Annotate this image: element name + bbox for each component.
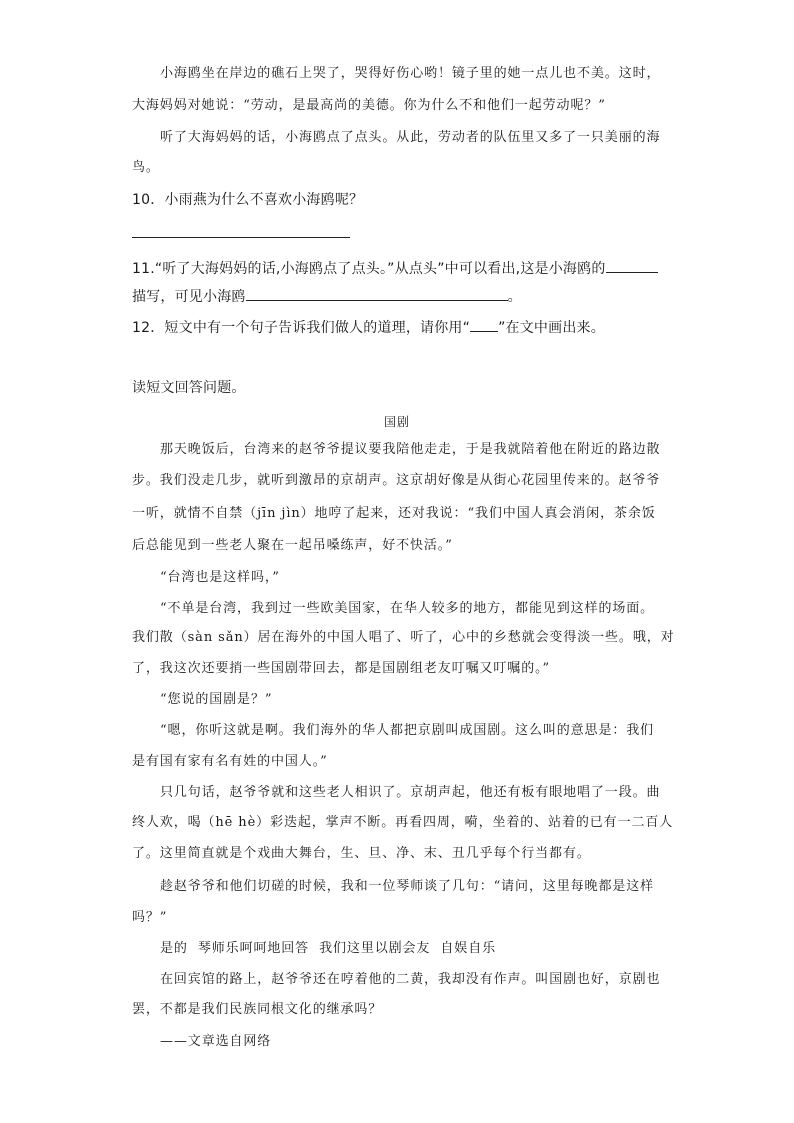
article-line: “您说的国剧是？” [160, 692, 273, 707]
article-line: 我们散（sàn sǎn）居在海外的中国人唱了、听了，心中的乡愁就会变得淡一些。哦，对 [132, 630, 675, 645]
article-line: 了，我这次还要捎一些国剧带回去，都是国剧组老友叮嘱又叮嘱的。” [132, 661, 551, 676]
article-line: 趁赵爷爷和他们切磋的时候，我和一位琴师谈了几句：“请问，这里每晚都是这样 [160, 879, 655, 894]
question-12-text-a: 12．短文中有一个句子告诉我们做人的道理，请你用“ [132, 320, 471, 336]
passage1-p2-line1: 听了大海妈妈的话，小海鸥点了点头。从此，劳动者的队伍里又多了一只美丽的海 [160, 130, 661, 145]
underline-sample-12 [470, 317, 498, 332]
article-line: 是有国有家有名有姓的中国人。” [132, 754, 328, 769]
article-line: 在回宾馆的路上，赵爷爷还在哼着他的二黄，我却没有作声。叫国剧也好，京剧也 [160, 972, 661, 987]
answer-line-10[interactable] [132, 237, 350, 238]
answer-blank-11a[interactable] [606, 258, 658, 273]
article-line: “嗯，你听这就是啊。我们海外的华人都把京剧叫成国剧。这么叫的意思是：我们 [160, 723, 655, 738]
article-line: 吗？” [132, 910, 168, 925]
article-line: “不单是台湾，我到过一些欧美国家，在华人较多的地方，都能见到这样的场面。 [160, 601, 655, 616]
article-line: 只几句话，赵爷爷就和这些老人相识了。京胡声起，他还有板有眼地唱了一段。曲 [160, 785, 661, 800]
article-line-unpunctuated: 是的 琴师乐呵呵地回答 我们这里以剧会友 自娱自乐 [160, 941, 496, 956]
article-line: 了。这里简直就是个戏曲大舞台，生、旦、净、末、丑几乎每个行当都有。 [132, 846, 591, 861]
section2-instruction: 读短文回答问题。 [132, 380, 246, 396]
article-line: 那天晚饭后，台湾来的赵爷爷提议要我陪他走走，于是我就陪着他在附近的路边散 [160, 442, 661, 457]
question-12-text-b: ”在文中画出来。 [498, 320, 605, 336]
article-title: 国剧 [383, 415, 410, 429]
passage1-p1-line2: 大海妈妈对她说：“劳动，是最高尚的美德。你为什么不和他们一起劳动呢？” [132, 98, 606, 113]
question-11-text-c: 。 [507, 289, 522, 305]
article-source: ——文章选自网络 [160, 1034, 272, 1049]
question-11-line2 [132, 286, 522, 305]
answer-blank-11b[interactable] [246, 286, 508, 301]
question-11-line1 [132, 258, 658, 277]
article-line: 罢，不都是我们民族同根文化的继承吗？ [132, 1002, 383, 1017]
passage1-p1-line1: 小海鸥坐在岸边的礁石上哭了，哭得好伤心哟！镜子里的她一点儿也不美。这时， [160, 66, 661, 81]
passage1-p2-line2: 鸟。 [132, 160, 160, 175]
article-line: 一听，就情不自禁（jīn jìn）地哼了起来，还对我说：“我们中国人真会消闲，茶余饭 [132, 506, 656, 521]
article-line: 终人欢，喝（hē hè）彩迭起，掌声不断。再看四周，嗬，坐着的、站着的已有一二百人 [132, 815, 674, 830]
article-line: “台湾也是这样吗，” [160, 570, 280, 585]
question-11-text-a: 11.“听了大海妈妈的话,小海鸥点了点头。”从点头”中可以看出,这是小海鸥的 [132, 261, 606, 277]
article-line: 后总能见到一些老人聚在一起吊嗓练声，好不快活。” [132, 538, 453, 553]
article-line: 步。我们没走几步，就听到激昂的京胡声。这京胡好像是从街心花园里传来的。赵爷爷 [132, 473, 661, 488]
question-12 [132, 317, 605, 336]
question-10: 10．小雨燕为什么不喜欢小海鸥呢？ [132, 192, 364, 208]
question-11-text-b: 描写，可见小海鸥 [132, 289, 246, 305]
